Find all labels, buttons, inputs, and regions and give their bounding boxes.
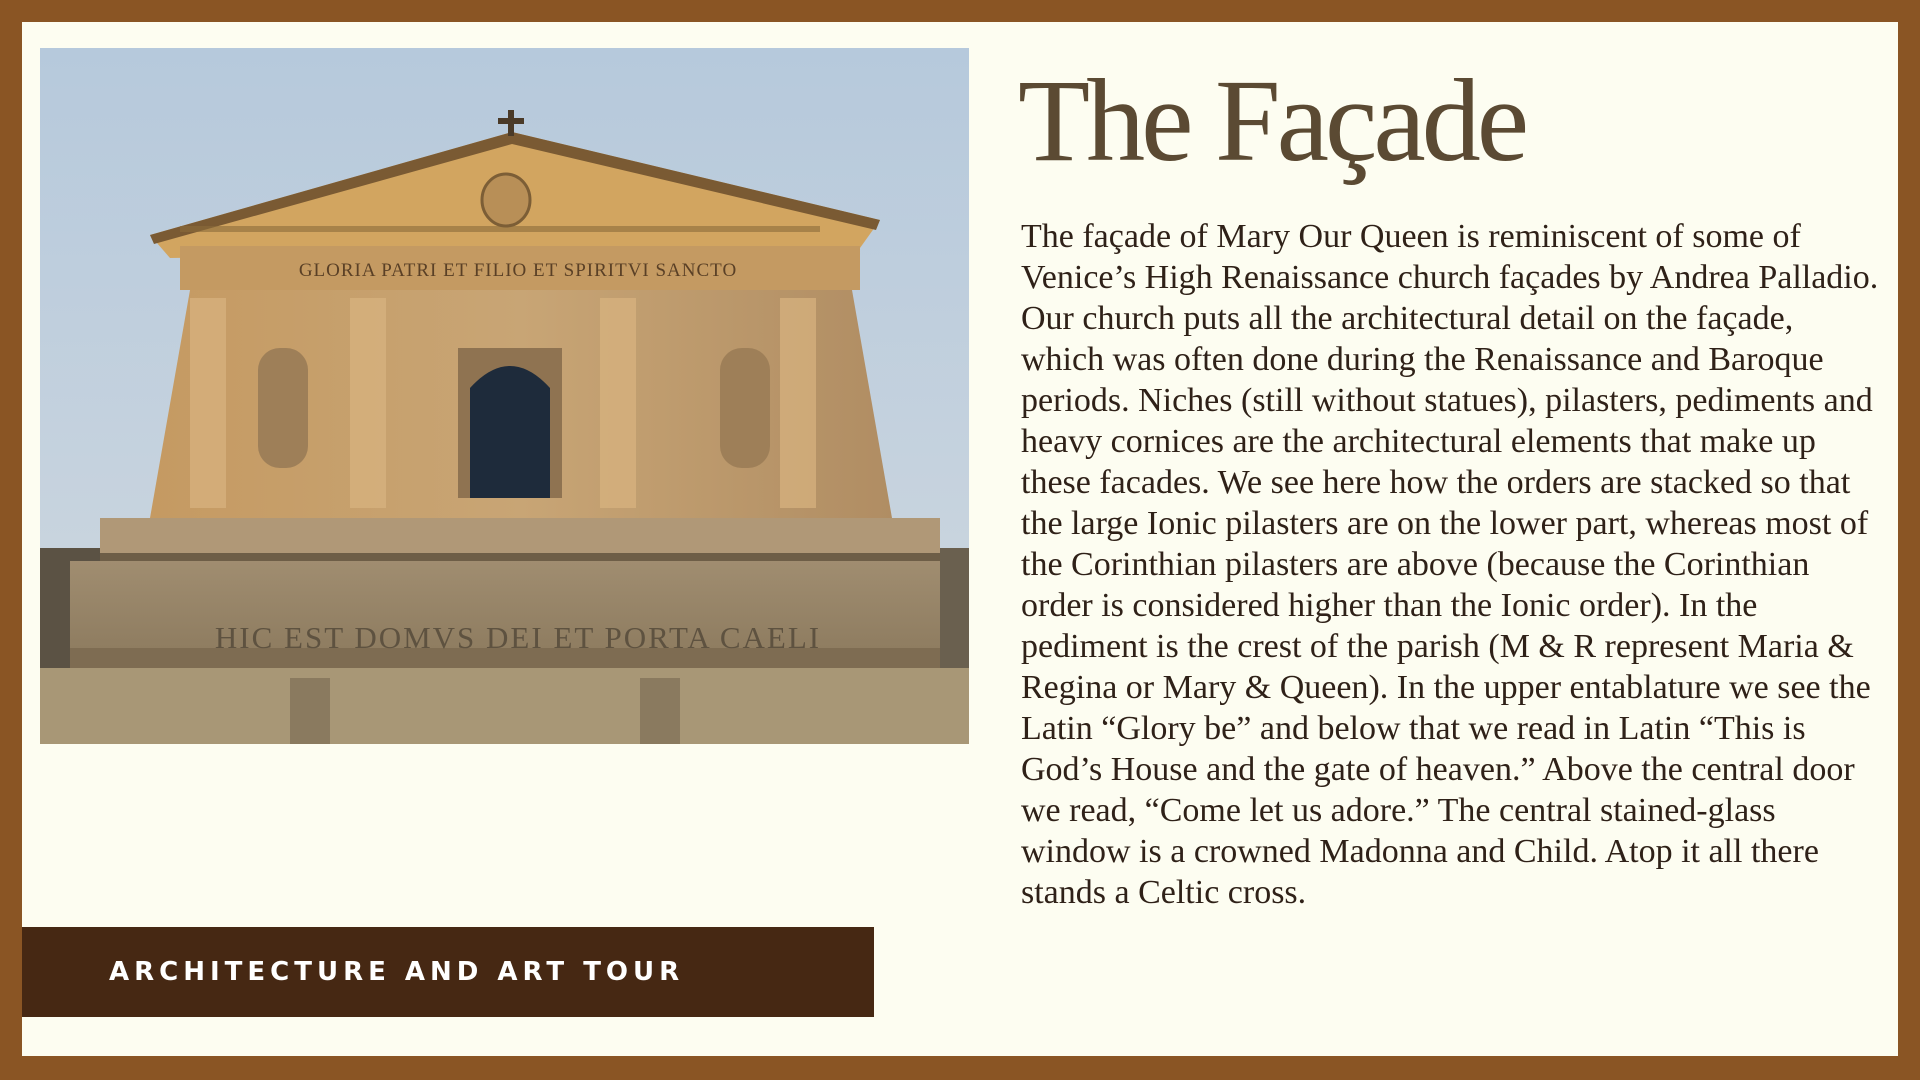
page-title: The Façade — [1018, 55, 1526, 186]
tour-banner-label: ARCHITECTURE AND ART TOUR — [109, 957, 685, 987]
church-facade-photo — [40, 48, 969, 744]
facade-illustration — [40, 48, 969, 744]
lower-inscription: HIC EST DOMVS DEI ET PORTA CAELI — [214, 620, 822, 655]
upper-inscription: GLORIA PATRI ET FILIO ET SPIRITVI SANCTO — [298, 260, 738, 281]
slide-frame — [22, 22, 1898, 1056]
description-paragraph: The façade of Mary Our Queen is reminiscent of some of Venice’s High Renaissance church façades by Andrea Palladio. Our church puts all the architectural detail on the façade, which was often done during the Renaissance and Baroque periods. Niches (still without statues), pilasters, pediments and heavy cornices are the architectural elements that make up these facades. We see here how the orders are stacked so that the large Ionic pilasters are on the lower part, whereas most of the Corinthian pilasters are above (because the Corinthian order is considered higher than the Ionic order). In the pediment is the crest of the parish (M & R represent Maria & Regina or Mary & Queen). In the upper entablature we see the Latin “Glory be” and below that we read in Latin “This is God’s House and the gate of heaven.” Above the central door we read, “Come let us adore.” The central stained-glass window is a crowned Madonna and Child. Atop it all there stands a Celtic cross. — [1021, 218, 1879, 911]
tour-banner — [22, 927, 874, 1017]
